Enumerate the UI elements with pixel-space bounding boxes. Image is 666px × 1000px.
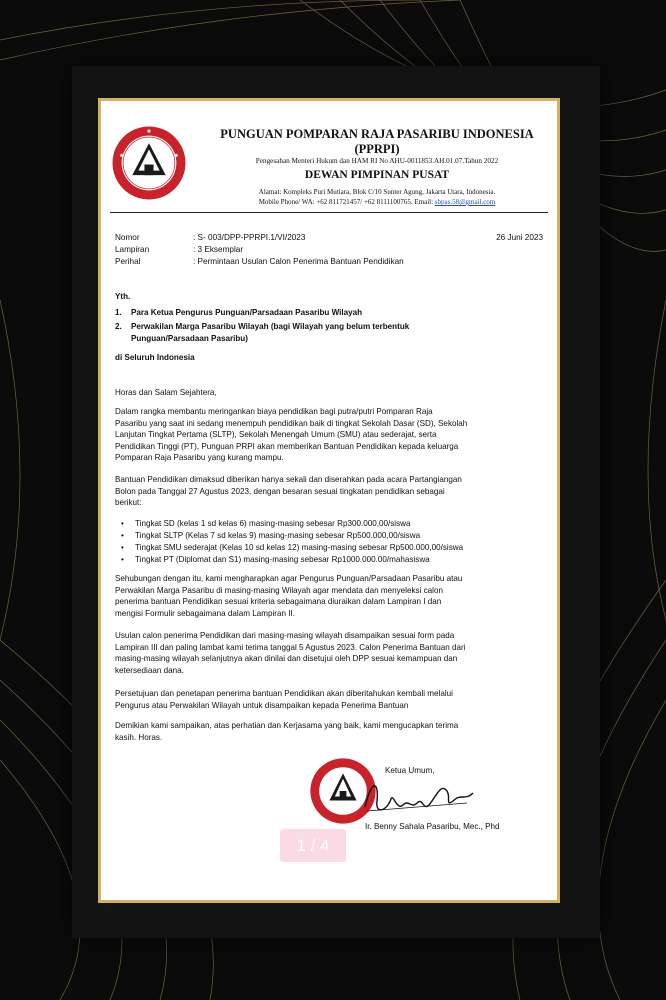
p6-line: kasih. Horas.: [115, 732, 163, 742]
paragraph-5: [115, 688, 543, 711]
p3-line: penerima bantuan Pendidikan sesuai kriteria sebagaimana diuraikan dalam Lampiran I dan: [115, 597, 442, 607]
nomor-value: : S- 003/DPP-PPRPI.1/VI/2023: [193, 233, 306, 242]
p2-line: berikut:: [115, 498, 142, 508]
p1-line: Pomparan Raja Pasaribu yang kurang mampu.: [115, 453, 284, 463]
bullet-icon: •: [121, 531, 124, 540]
bullet-item: Tingkat SMU sederajat (Kelas 10 sd kelas 12) masing-masing sebesar Rp500.000,00/siswa: [135, 543, 464, 552]
recipient-2-line-1: Perwakilan Marga Pasaribu Wilayah (bagi Wilayah yang belum terbentuk: [131, 322, 410, 331]
perihal-label: Perihal: [115, 257, 141, 266]
contact-line: [201, 197, 553, 207]
signature-scribble: [357, 771, 477, 821]
p4-line: Usulan calon penerima Pendidikan dari masing-masing wilayah disampaikan sesuai form pada: [115, 631, 455, 640]
p6-line: Demikian kami sampaikan, atas perhatian dan Kerjasama yang baik, kami mengucapkan terima: [115, 721, 459, 730]
meta-perihal: [115, 257, 404, 266]
paragraph-1: [115, 406, 543, 464]
header-divider: [110, 212, 548, 213]
p1-line: Pasaribu yang saat ini sedang menempuh pendidikan baik di tingkat Sekolah Dasar (SD), Sekolah: [115, 418, 468, 428]
recipient-2-number: 2.: [115, 322, 122, 331]
p3-line: Sehubungan dengan itu, kami mengharapkan agar Pengurus Punguan/Parsadaan Pasaribu atau: [115, 574, 463, 583]
letter-page: [101, 101, 557, 900]
perihal-value: : Permintaan Usulan Calon Penerima Bantuan Pendidikan: [193, 257, 404, 266]
paragraph-6: [115, 720, 543, 743]
p3-line: mengisi Formulir sebagaimana dalam Lampiran II.: [115, 608, 295, 618]
address-line: Alamat: Kompleks Puri Mutiara, Blok C/10 Sunter Agung, Jakarta Utara, Indonesia.: [258, 188, 496, 196]
email-link[interactable]: sbpas.58@gmail.com: [434, 198, 496, 206]
org-line-2: (PPRPI): [354, 142, 400, 156]
legal-ratification: Pengesahan Menteri Hukum dan HAM RI No AHU-0011853.AH.01.07.Tahun 2022: [255, 157, 499, 165]
address-block: [201, 187, 553, 207]
p2-line: Bolon pada Tanggal 27 Agustus 2023, dengan besaran sesuai tingkatan pendidikan sebagai: [115, 486, 445, 496]
recipient-2-line-2: Punguan/Parsadaan Pasaribu): [131, 334, 248, 343]
council-name: DEWAN PIMPINAN PUSAT: [304, 169, 450, 181]
org-line-1: PUNGUAN POMPARAN RAJA PASARIBU INDONESIA: [220, 127, 534, 141]
bullet-item: Tingkat SD (kelas 1 sd kelas 6) masing-masing sebesar Rp300.000,00/siswa: [135, 519, 411, 528]
lampiran-label: Lampiran: [115, 245, 150, 254]
recipient-salutation: Yth.: [115, 292, 131, 301]
p1-line: Lanjutan Tingkat Pertama (SLTP), Sekolah Menengah Umum (SMU) atau sederajat, serta: [115, 430, 437, 440]
p5-line: Persetujuan dan penetapan penerima bantuan Pendidikan akan diberitahukan kembali melalui: [115, 689, 453, 698]
page-indicator: 1 / 4: [280, 829, 346, 862]
p1-line: Pendidikan Tinggi (PT), Punguan PRPI akan memberikan Bantuan Pendidikan kepada keluarga: [115, 441, 459, 451]
p4-line: ketersediaan dana.: [115, 665, 184, 675]
organization-name: [199, 127, 555, 157]
p5-line: Pengurus atau Perwakilan Wilayah untuk disampaikan kepada Penerima Bantuan: [115, 700, 409, 710]
p4-line: Lampiran III dan paling lambat kami terima tanggal 5 Agustus 2023. Calon Penerima Bantuan dari: [115, 642, 466, 652]
p1-line: Dalam rangka membantu meringankan biaya pendidikan bagi putra/putri Pomparan Raja: [115, 407, 433, 416]
contact-text: Mobile Phone/ WA: +62 811721457/ +62 8111100765. Email:: [258, 198, 435, 206]
paragraph-2: [115, 474, 543, 509]
signatory-title: Ketua Umum,: [385, 766, 435, 775]
nomor-label: Nomor: [115, 233, 140, 242]
letter-date: 26 Juni 2023: [496, 233, 543, 242]
bullet-icon: •: [121, 519, 124, 528]
organization-logo: [111, 125, 187, 201]
lampiran-value: : 3 Eksemplar: [193, 245, 244, 254]
recipient-location: di Seluruh Indonesia: [115, 353, 195, 362]
bullet-item: Tingkat PT (Diplomat dan S1) masing-masing sebesar Rp1000.000.00/mahasiswa: [135, 555, 430, 564]
p4-line: masing-masing wilayah selanjutnya akan dinilai dan disetujui oleh DPP sesuai kemampuan dan: [115, 654, 458, 664]
paragraph-4: [115, 630, 543, 676]
paragraph-3: [115, 573, 543, 619]
recipient-1-number: 1.: [115, 308, 122, 317]
meta-lampiran: [115, 245, 243, 254]
meta-nomor: [115, 233, 305, 242]
bullet-icon: •: [121, 543, 124, 552]
recipient-1: Para Ketua Pengurus Punguan/Parsadaan Pasaribu Wilayah: [131, 308, 363, 317]
signatory-name: Ir. Benny Sahala Pasaribu, Mec., Phd: [365, 822, 500, 831]
p3-line: Perwakilan Marga Pasaribu di masing-masing Wilayah agar mendata dan menyeleksi calon: [115, 585, 443, 595]
greeting: Horas dan Salam Sejahtera,: [115, 388, 217, 397]
bullet-icon: •: [121, 555, 124, 564]
bullet-item: Tingkat SLTP (Kelas 7 sd kelas 9) masing-masing sebesar Rp500.000,00/siswa: [135, 531, 421, 540]
p2-line: Bantuan Pendidikan dimaksud diberikan hanya sekali dan diserahkan pada acara Partangiangan: [115, 475, 462, 484]
